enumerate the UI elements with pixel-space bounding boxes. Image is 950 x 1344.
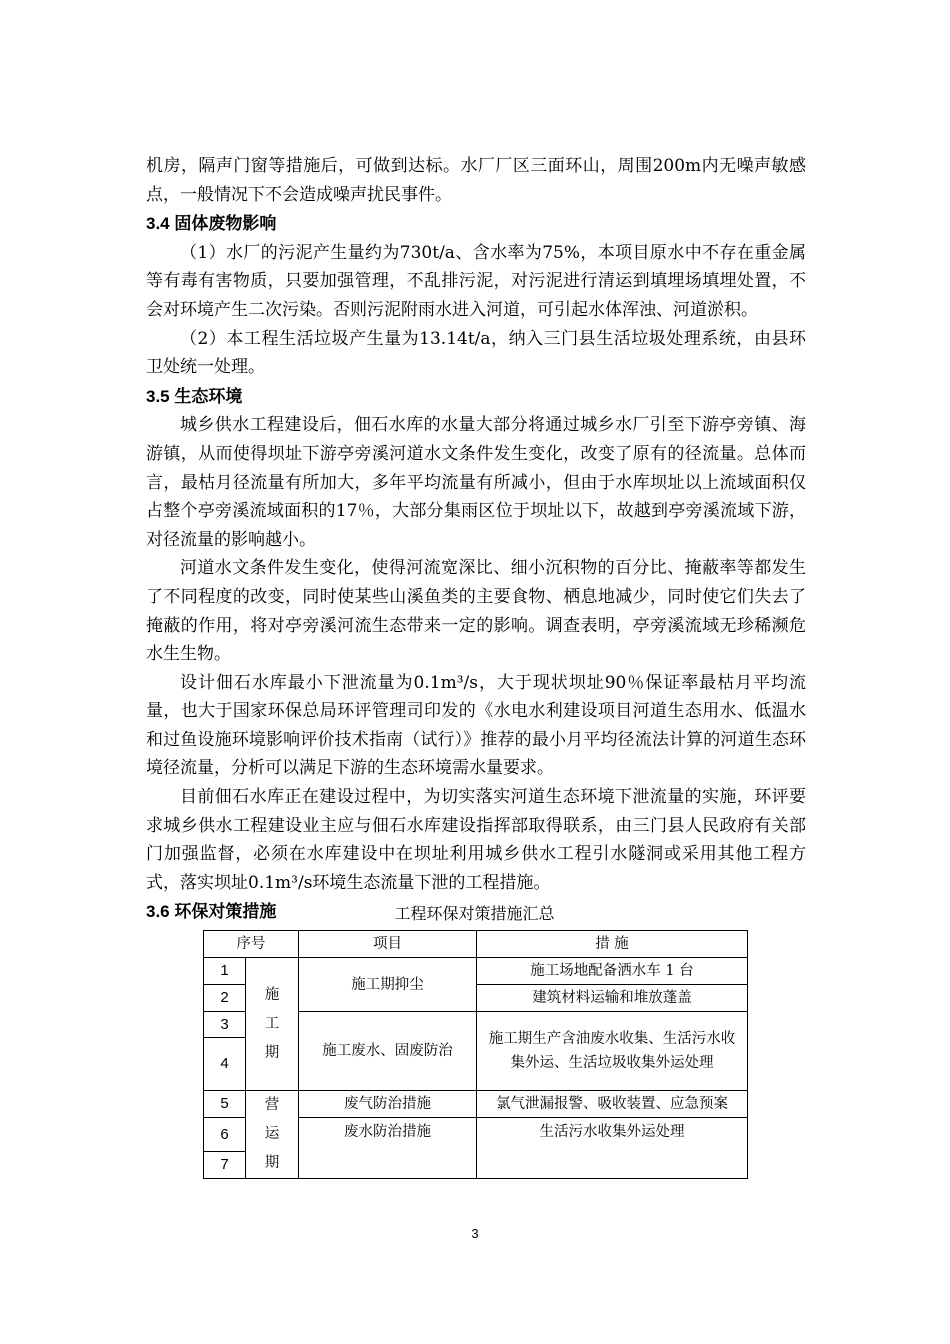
heading-3-5: 3.5 生态环境 [146, 386, 243, 406]
paragraph-sludge: （1）水厂的污泥产生量约为730t/a、含水率为75%，本项目原水中不存在重金属等有毒有害物质，只要加强管理，不乱排污泥，对污泥进行清运到填埋场填埋处置，不会对环境产生二次污染。否则污泥附雨水进入河道，可引起水体浑浊、河道淤积。 [146, 242, 806, 320]
paragraph-ecology-4: 目前佃石水库正在建设过程中，为切实落实河道生态环境下泄流量的实施，环评要求城乡供水工程建设业主应与佃石水库建设指挥部取得联系，由三门县人民政府有关部门加强监督，必须在水库建设中在坝址利用城乡供水工程引水隧洞或采用其他工程方式，落实坝址0.1m³/s环境生态流量下泄的工程措施。 [146, 787, 806, 893]
row-number: 1 [204, 958, 246, 985]
measure-3-4: 施工期生产含油废水收集、生活污水收集外运、生活垃圾收集外运处理 [477, 1012, 748, 1091]
paragraph-ecology-1: 城乡供水工程建设后，佃石水库的水量大部分将通过城乡水厂引至下游亭旁镇、海游镇，从而使得坝址下游亭旁溪河道水文条件发生变化，改变了原有的径流量。总体而言，最枯月径流量有所加大，多年平均流量有所减小，但由于水库坝址以上流域面积仅占整个亭旁溪流域面积的17％，大部分集雨区位于坝址以下，故越到亭旁溪流域下游，对径流量的影响越小。 [146, 415, 806, 550]
measure-6-7: 生活污水收集外运处理 [477, 1118, 748, 1179]
body-text-part1 [146, 152, 806, 927]
measure-1: 施工场地配备洒水车 1 台 [477, 958, 748, 985]
phase-operation-text: 营运期 [264, 1097, 280, 1171]
page-number: 3 [471, 1226, 479, 1241]
table-row [204, 958, 748, 985]
phase-construction [246, 958, 299, 1091]
item-wastewater-solid: 施工废水、固废防治 [299, 1012, 477, 1091]
paragraph-ecology-2: 河道水文条件发生变化，使得河流宽深比、细小沉积物的百分比、掩蔽率等都发生了不同程度的改变，同时使某些山溪鱼类的主要食物、栖息地减少，同时使它们失去了掩蔽的作用，将对亭旁溪河流生态带来一定的影响。调查表明，亭旁溪流域无珍稀濒危水生生物。 [146, 558, 806, 665]
heading-3-6: 3.6 环保对策措施 [146, 902, 277, 922]
header-item: 项目 [299, 931, 477, 958]
row-number: 3 [204, 1012, 246, 1038]
item-dust: 施工期抑尘 [299, 958, 477, 1012]
item-gas: 废气防治措施 [299, 1091, 477, 1118]
measure-5: 氯气泄漏报警、吸收装置、应急预案 [477, 1091, 748, 1118]
row-number: 6 [204, 1118, 246, 1152]
paragraph-noise-end: 机房，隔声门窗等措施后，可做到达标。水厂厂区三面环山，周围200m内无噪声敏感点，一般情况下不会造成噪声扰民事件。 [146, 156, 806, 205]
row-number: 5 [204, 1091, 246, 1118]
table-caption: 工程环保对策措施汇总 [394, 904, 555, 923]
row-number: 4 [204, 1038, 246, 1091]
phase-construction-label [248, 981, 296, 1068]
phase-operation [246, 1091, 299, 1179]
item-water: 废水防治措施 [299, 1118, 477, 1179]
header-seq: 序号 [204, 931, 299, 958]
measures-table [203, 930, 748, 1179]
paragraph-domestic-waste: （2）本工程生活垃圾产生量为13.14t/a，纳入三门县生活垃圾处理系统，由县环卫处统一处理。 [146, 328, 806, 378]
row-number: 2 [204, 985, 246, 1012]
row-number: 7 [204, 1152, 246, 1179]
phase-construction-text: 施工期 [264, 986, 280, 1061]
header-measure: 措 施 [477, 931, 748, 958]
table-header-row [204, 931, 748, 958]
paragraph-ecology-3: 设计佃石水库最小下泄流量为0.1m³/s，大于现状坝址90％保证率最枯月平均流量，也大于国家环保总局环评管理司印发的《水电水利建设项目河道生态用水、低温水和过鱼设施环境影响评价技术指南（试行）》推荐的最小月平均径流法计算的河道生态环境径流量，分析可以满足下游的生态环境需水量要求。 [146, 672, 806, 779]
heading-3-4: 3.4 固体废物影响 [146, 214, 277, 234]
phase-operation-label [248, 1091, 296, 1178]
table-row [204, 1091, 748, 1118]
measure-2: 建筑材料运输和堆放蓬盖 [477, 985, 748, 1012]
